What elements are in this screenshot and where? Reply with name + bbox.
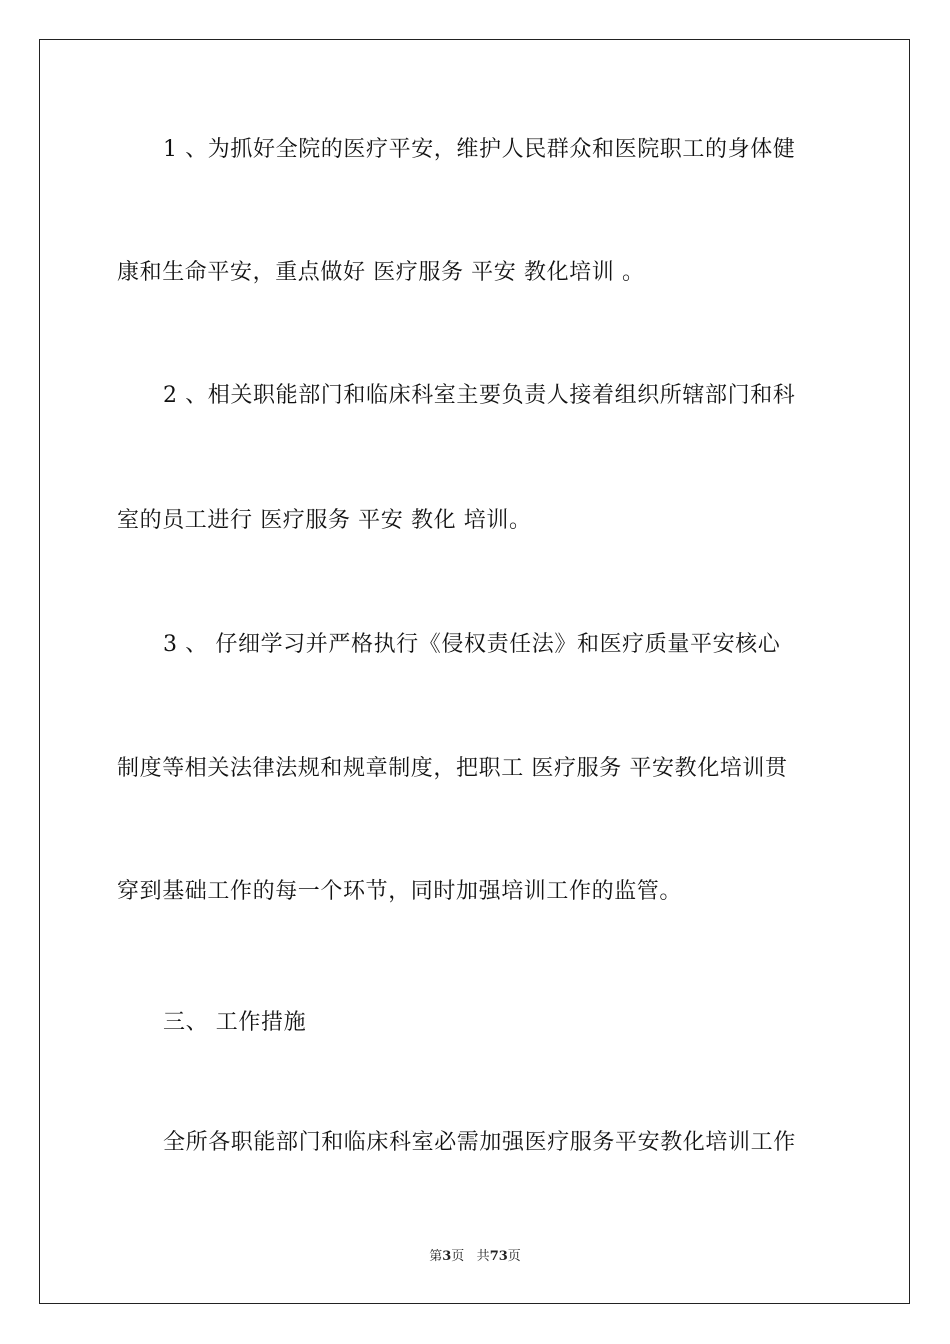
footer-total-pages: 73 — [489, 1249, 508, 1264]
section-heading: 三、 工作措施 — [163, 1010, 307, 1035]
paragraph-4-line-1: 全所各职能部门和临床科室必需加强医疗服务平安教化培训工作 — [163, 1130, 796, 1155]
paragraph-3-line-1: 3 、 仔细学习并严格执行《侵权责任法》和医疗质量平安核心 — [163, 632, 781, 657]
paragraph-1-line-1: 1 、为抓好全院的医疗平安，维护人民群众和医院职工的身体健 — [163, 137, 796, 162]
footer-page-prefix: 第 — [429, 1249, 443, 1264]
footer-total-suffix: 页 — [507, 1249, 521, 1264]
paragraph-1-line-2: 康和生命平安，重点做好 医疗服务 平安 教化培训 。 — [117, 260, 645, 285]
footer-page-number: 3 — [442, 1249, 452, 1264]
footer-total-prefix: 共 — [476, 1249, 490, 1264]
paragraph-2-line-1: 2 、相关职能部门和临床科室主要负责人接着组织所辖部门和科 — [163, 383, 796, 408]
paragraph-3-line-2: 制度等相关法律法规和规章制度，把职工 医疗服务 平安教化培训贯 — [117, 756, 788, 781]
paragraph-3-line-3: 穿到基础工作的每一个环节，同时加强培训工作的监管。 — [117, 879, 683, 904]
page-border — [39, 39, 910, 1304]
page-footer — [0, 1248, 950, 1266]
footer-page-suffix: 页 — [451, 1249, 465, 1264]
paragraph-2-line-2: 室的员工进行 医疗服务 平安 教化 培训。 — [117, 508, 532, 533]
